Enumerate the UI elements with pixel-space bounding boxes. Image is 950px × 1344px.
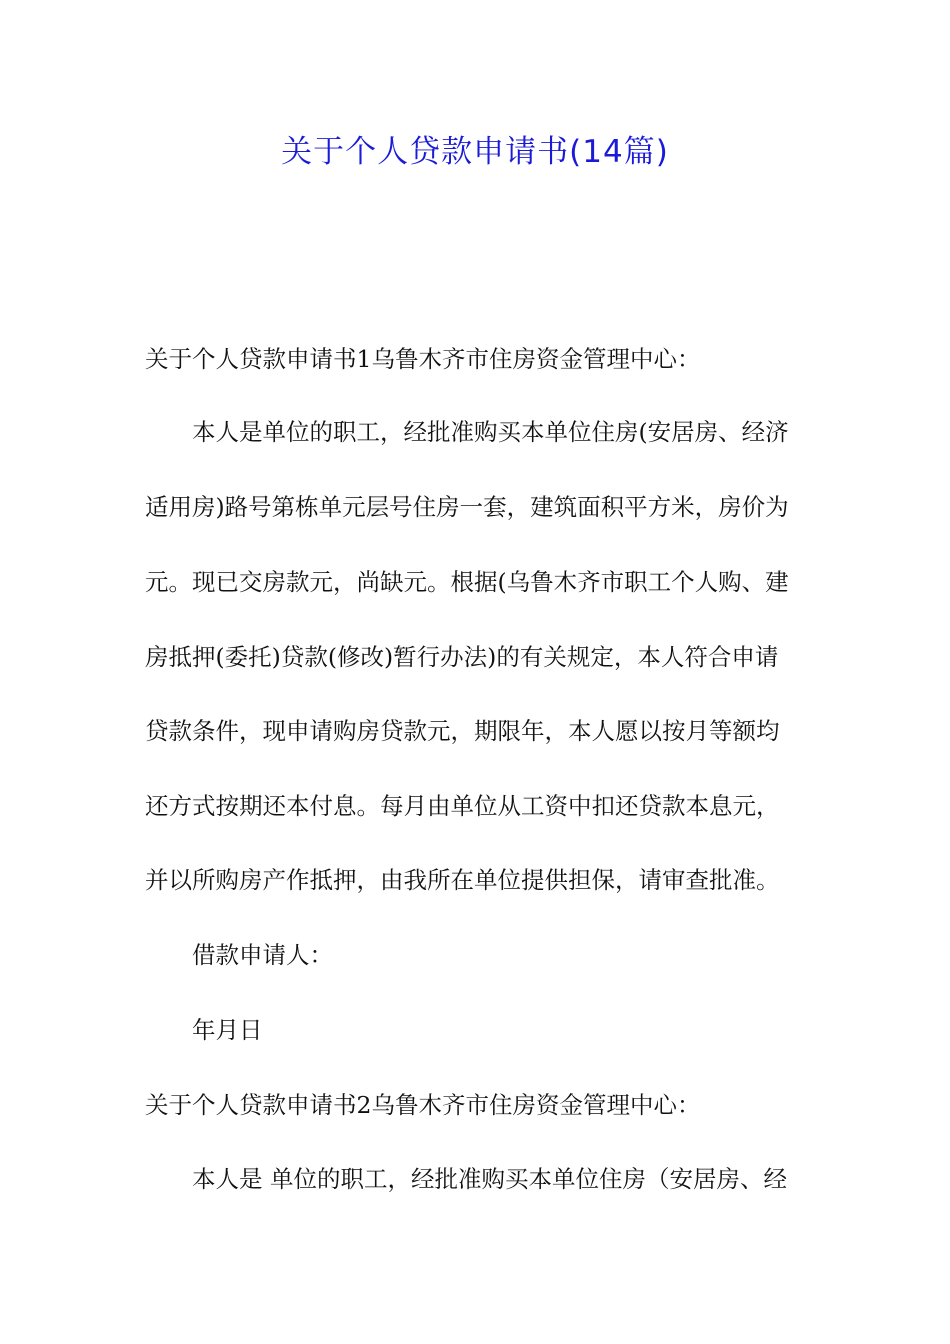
paragraph-line: 适用房)路号第栋单元层号住房一套，建筑面积平方米，房价为 [145, 493, 789, 521]
document-title: 关于个人贷款申请书(14篇) [281, 134, 669, 170]
section-heading-2: 关于个人贷款申请书2乌鲁木齐市住房资金管理中心： [145, 1091, 701, 1119]
paragraph-line: 本人是单位的职工，经批准购买本单位住房(安居房、经济 [192, 418, 789, 446]
paragraph-line: 元。现已交房款元，尚缺元。根据(乌鲁木齐市职工个人购、建 [145, 568, 789, 596]
paragraph-line: 本人是 单位的职工，经批准购买本单位住房（安居房、经 [192, 1165, 787, 1193]
paragraph-line: 贷款条件，现申请购房贷款元，期限年，本人愿以按月等额均 [145, 717, 780, 745]
paragraph-line: 并以所购房产作抵押，由我所在单位提供担保，请审查批准。 [145, 866, 780, 894]
paragraph-line: 还方式按期还本付息。每月由单位从工资中扣还贷款本息元， [145, 792, 780, 820]
signature-label: 借款申请人： [192, 941, 333, 969]
section-heading-1: 关于个人贷款申请书1乌鲁木齐市住房资金管理中心： [145, 345, 701, 373]
paragraph-line: 房抵押(委托)贷款(修改)暂行办法)的有关规定，本人符合申请 [145, 643, 779, 671]
date-label: 年月日 [192, 1016, 263, 1044]
